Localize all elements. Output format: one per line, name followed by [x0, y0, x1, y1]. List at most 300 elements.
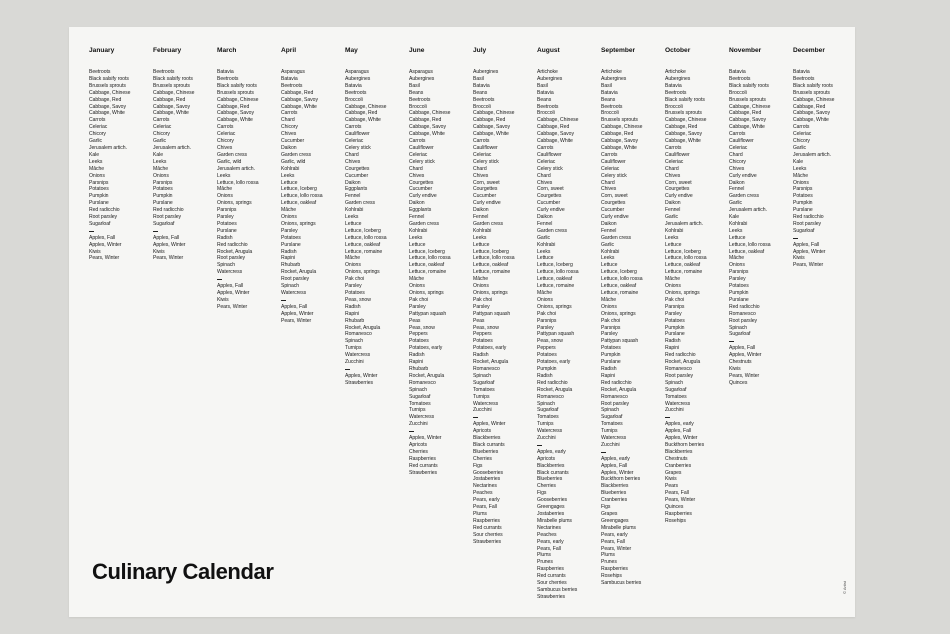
produce-item: Lettuce, lollo rossa	[729, 241, 771, 248]
produce-item: Apples, early	[537, 448, 566, 455]
produce-item: Chicory	[89, 131, 106, 138]
produce-item: Kiwis	[89, 248, 101, 255]
produce-item: Radish	[409, 352, 425, 359]
produce-item: Celeriac	[153, 124, 172, 131]
month-name: July	[473, 47, 487, 54]
produce-item: Garden cress	[537, 227, 567, 234]
produce-item: Cabbage, White	[217, 117, 253, 124]
produce-item: Lettuce, oakleaf	[665, 262, 701, 269]
produce-item: Apples, Winter	[345, 372, 378, 379]
produce-item: Watercress	[281, 290, 307, 296]
produce-item: Cabbage, White	[409, 131, 445, 138]
produce-item: Pears, Winter	[729, 372, 760, 379]
produce-item: Zucchini	[473, 407, 492, 414]
produce-item: Pattypan squash	[601, 338, 639, 345]
produce-item: Apples, Winter	[601, 469, 634, 476]
produce-item: Grapes	[665, 469, 682, 476]
produce-list	[345, 69, 409, 387]
produce-item: Potatoes, early	[473, 345, 507, 352]
produce-item: Daikon	[729, 179, 745, 186]
produce-item: Kiwis	[729, 365, 741, 372]
produce-item: Black salsify roots	[665, 96, 705, 103]
produce-item: Black salsify roots	[729, 82, 769, 89]
produce-item: Beetroots	[345, 89, 367, 96]
produce-item: Lettuce, romaine	[601, 290, 639, 296]
produce-item: Cherries	[409, 448, 428, 455]
produce-item: Spinach	[729, 324, 748, 331]
produce-item: Watercress	[409, 414, 435, 421]
produce-item: Fennel	[345, 193, 361, 200]
produce-item: Lettuce, oakleaf	[473, 262, 509, 269]
produce-item: Potatoes	[89, 186, 109, 193]
produce-item: Rapini	[281, 255, 296, 262]
produce-item: Jerusalem artich.	[217, 165, 255, 172]
produce-item: Turnips	[473, 393, 490, 400]
produce-item: Watercress	[473, 400, 499, 407]
produce-item: Sambucus berries	[601, 580, 642, 587]
produce-item: Potatoes, early	[409, 345, 443, 352]
produce-item: Radish	[665, 338, 681, 345]
produce-item: Mâche	[729, 255, 745, 262]
produce-item: Kohlrabi	[537, 241, 556, 248]
produce-item: Broccoli	[345, 96, 363, 103]
produce-item: Onions, springs	[473, 290, 508, 296]
produce-item: Cabbage, Red	[537, 124, 570, 131]
produce-item: Curly endive	[537, 207, 565, 214]
produce-item: Mirabelle plums	[601, 524, 636, 531]
produce-item: Mâche	[153, 165, 169, 172]
produce-item: Kohlrabi	[601, 248, 620, 255]
produce-item: Radish	[345, 303, 361, 310]
produce-item: Sugarloaf	[537, 407, 559, 414]
produce-item: Kiwis	[217, 296, 229, 303]
produce-item: Daikon	[281, 144, 297, 151]
produce-item: Onions, springs	[409, 290, 444, 296]
produce-item: Rapini	[409, 359, 424, 366]
produce-item: Cabbage, White	[345, 117, 381, 124]
produce-item: Beetroots	[793, 75, 815, 82]
produce-item: Batavia	[217, 69, 234, 75]
produce-item: Onions	[409, 283, 425, 290]
month-name: October	[665, 47, 691, 54]
produce-item: Curly endive	[729, 172, 757, 179]
section-separator	[409, 428, 473, 435]
produce-item: Lettuce, Iceberg	[601, 269, 637, 276]
produce-item: Lettuce, romaine	[665, 269, 703, 276]
produce-item: Brussels sprouts	[217, 89, 254, 96]
produce-item: Daikon	[473, 207, 489, 214]
produce-item: Potatoes	[665, 317, 685, 324]
produce-item: Lettuce, romaine	[473, 269, 511, 276]
produce-item: Turnips	[537, 421, 554, 428]
produce-item: Mâche	[473, 276, 489, 283]
month-name: August	[537, 47, 560, 54]
section-separator	[217, 276, 281, 283]
produce-item: Watercress	[537, 428, 563, 435]
produce-item: Carrots	[473, 138, 490, 145]
produce-item: Fennel	[601, 227, 617, 234]
month-column	[793, 47, 857, 601]
produce-item: Pumpkin	[793, 200, 813, 207]
produce-item: Celeriac	[665, 158, 684, 165]
produce-item: Turnips	[345, 345, 362, 352]
produce-item: Fennel	[473, 214, 489, 221]
produce-item: Apricots	[473, 428, 492, 435]
produce-item: Purslane	[217, 227, 237, 234]
produce-item: Apples, Fall	[89, 234, 116, 241]
produce-item: Black salsify roots	[89, 75, 129, 82]
produce-item: Chicory	[153, 131, 170, 138]
produce-item: Spinach	[409, 386, 428, 393]
produce-item: Pumpkin	[601, 352, 621, 359]
section-separator	[345, 366, 409, 373]
produce-item: Pears	[665, 483, 679, 490]
produce-item: Lettuce	[665, 241, 682, 248]
produce-item: Pumpkin	[89, 193, 109, 200]
produce-item: Cabbage, Savoy	[89, 103, 126, 110]
section-separator	[537, 442, 601, 449]
produce-item: Onions, springs	[601, 310, 636, 317]
produce-item: Spinach	[665, 379, 684, 386]
produce-item: Cabbage, Chinese	[729, 103, 771, 110]
produce-item: Garden cress	[729, 193, 759, 200]
produce-list	[217, 69, 281, 311]
produce-item: Kiwis	[793, 255, 805, 262]
produce-item: Root parsley	[601, 400, 629, 407]
produce-item: Zucchini	[537, 435, 556, 442]
produce-item: Parsnips	[153, 179, 173, 186]
produce-item: Cabbage, Savoy	[665, 131, 702, 138]
produce-item: Carrots	[729, 131, 746, 138]
month-name: December	[793, 47, 825, 54]
produce-item: Leeks	[345, 214, 359, 221]
credit-text: © Artist	[842, 581, 847, 594]
produce-item: Apples, early	[665, 421, 694, 428]
produce-item: Cauliflower	[345, 131, 370, 138]
produce-item: Sugarloaf	[665, 386, 687, 393]
produce-item: Carrots	[665, 144, 682, 151]
produce-item: Red radicchio	[89, 207, 120, 214]
produce-item: Onions, springs	[281, 220, 316, 227]
produce-item: Chestnuts	[665, 455, 688, 462]
produce-item: Spinach	[281, 283, 300, 290]
produce-item: Purslane	[281, 241, 301, 248]
section-separator	[89, 228, 153, 235]
produce-item: Chives	[729, 165, 745, 172]
produce-item: Spinach	[537, 400, 556, 407]
produce-item: Rocket, Arugula	[665, 359, 701, 366]
produce-item: Rosehips	[665, 517, 686, 524]
produce-item: Chard	[345, 151, 359, 158]
produce-item: Cauliflower	[409, 144, 434, 151]
produce-item: Lettuce, romaine	[345, 248, 383, 255]
produce-item: Lettuce, oakleaf	[601, 283, 637, 290]
month-name: June	[409, 47, 425, 54]
produce-item: Rocket, Arugula	[409, 372, 445, 379]
poster-title: Culinary Calendar	[92, 559, 274, 584]
produce-item: Onions, springs	[345, 269, 380, 276]
calendar-poster	[69, 27, 855, 617]
produce-item: Cucumber	[409, 186, 433, 193]
produce-item: Rocket, Arugula	[217, 248, 253, 255]
produce-item: Beetroots	[409, 96, 431, 103]
produce-item: Rhubarb	[281, 262, 301, 269]
produce-item: Jerusalem artich.	[793, 151, 831, 158]
produce-item: Celery stick	[473, 158, 499, 165]
produce-item: Blackberries	[473, 435, 501, 442]
produce-item: Blackberries	[665, 448, 693, 455]
month-column	[217, 47, 281, 601]
produce-item: Cabbage, Savoy	[537, 131, 574, 138]
produce-item: Sugarloaf	[153, 220, 175, 227]
produce-item: Peas	[409, 317, 421, 324]
produce-item: Root parsley	[729, 317, 757, 324]
produce-item: Pears, Winter	[665, 497, 696, 504]
produce-item: Radish	[281, 248, 297, 255]
produce-item: Leeks	[601, 255, 615, 262]
produce-item: Curly endive	[665, 193, 693, 200]
produce-item: Onions	[729, 262, 745, 269]
produce-item: Cabbage, Chinese	[153, 89, 195, 96]
produce-item: Cabbage, Red	[473, 117, 506, 124]
produce-item: Onions	[345, 262, 361, 269]
produce-item: Basil	[473, 75, 484, 82]
section-separator	[793, 235, 857, 242]
produce-item: Carrots	[345, 124, 362, 131]
produce-item: Jostaberries	[473, 476, 501, 483]
produce-item: Lettuce, Iceberg	[345, 227, 381, 234]
produce-item: Carrots	[601, 151, 618, 158]
produce-item: Courgettes	[665, 186, 690, 193]
month-name: March	[217, 47, 237, 54]
produce-item: Beetroots	[601, 103, 623, 110]
produce-item: Garlic	[153, 138, 167, 145]
produce-item: Cabbage, White	[281, 103, 317, 110]
produce-item: Kale	[89, 151, 99, 158]
produce-item: Cabbage, Red	[153, 96, 186, 103]
produce-item: Chives	[473, 172, 489, 179]
produce-item: Cabbage, White	[665, 138, 701, 145]
produce-item: Curly endive	[409, 193, 437, 200]
produce-item: Chives	[665, 172, 681, 179]
produce-item: Aubergines	[537, 75, 563, 82]
produce-item: Beetroots	[89, 69, 111, 75]
produce-item: Garden cress	[601, 234, 631, 241]
produce-item: Kale	[793, 158, 803, 165]
month-name: January	[89, 47, 115, 54]
produce-item: Pattypan squash	[473, 310, 511, 317]
produce-item: Asparagus	[345, 69, 369, 75]
month-name: November	[729, 47, 762, 54]
produce-item: Garlic	[729, 200, 743, 207]
produce-item: Cabbage, Red	[409, 117, 442, 124]
month-name: April	[281, 47, 297, 54]
produce-item: Potatoes	[601, 345, 621, 352]
produce-item: Raspberries	[537, 566, 564, 573]
produce-item: Leeks	[281, 172, 295, 179]
produce-item: Onions	[601, 303, 617, 310]
produce-item: Rocket, Arugula	[601, 386, 637, 393]
produce-item: Batavia	[729, 69, 746, 75]
produce-item: Parsley	[217, 214, 234, 221]
produce-item: Mâche	[537, 290, 553, 296]
produce-item: Onions, springs	[537, 303, 572, 310]
produce-item: Lettuce, Iceberg	[473, 248, 509, 255]
produce-item: Aubergines	[473, 69, 499, 75]
produce-item: Garlic	[665, 214, 679, 221]
produce-item: Peas, snow	[345, 296, 371, 303]
produce-item: Spinach	[601, 407, 620, 414]
produce-item: Brussels sprouts	[153, 82, 190, 89]
month-column	[537, 47, 601, 601]
produce-item: Pak choi	[409, 296, 429, 303]
produce-item: Parsley	[473, 303, 490, 310]
produce-item: Red currants	[537, 573, 566, 580]
produce-item: Brussels sprouts	[601, 117, 638, 124]
produce-item: Onions	[153, 172, 169, 179]
produce-item: Red radicchio	[665, 352, 696, 359]
produce-item: Purslane	[153, 200, 173, 207]
produce-item: Radish	[537, 372, 553, 379]
produce-item: Batavia	[601, 89, 618, 96]
produce-item: Root parsley	[217, 255, 245, 262]
produce-item: Black salsify roots	[153, 75, 193, 82]
produce-item: Leeks	[153, 158, 167, 165]
produce-item: Buckthorn berries	[601, 476, 641, 483]
produce-item: Batavia	[665, 82, 682, 89]
produce-item: Radish	[473, 352, 489, 359]
month-column	[409, 47, 473, 601]
produce-item: Pears, Winter	[281, 317, 312, 324]
produce-item: Courgettes	[409, 179, 434, 186]
produce-item: Peppers	[409, 331, 428, 338]
produce-item: Eggplants	[345, 186, 368, 193]
produce-item: Cabbage, Savoy	[473, 124, 510, 131]
produce-item: Red currants	[473, 524, 502, 531]
produce-item: Cauliflower	[665, 151, 690, 158]
produce-item: Watercress	[601, 435, 627, 442]
produce-item: Parsnips	[793, 186, 813, 193]
produce-item: Leeks	[409, 234, 423, 241]
produce-item: Cabbage, Savoy	[601, 138, 638, 145]
produce-item: Romanesco	[345, 331, 372, 338]
produce-item: Chard	[473, 165, 487, 172]
produce-item: Chard	[729, 151, 743, 158]
produce-item: Rocket, Arugula	[473, 359, 509, 366]
produce-item: Potatoes	[153, 186, 173, 193]
produce-item: Peas, snow	[473, 324, 499, 331]
produce-item: Corn, sweet	[601, 193, 628, 200]
produce-item: Parsnips	[89, 179, 109, 186]
produce-item: Batavia	[793, 69, 810, 75]
produce-item: Pears, Winter	[601, 545, 632, 552]
produce-item: Lettuce, lollo rossa	[217, 179, 259, 186]
produce-item: Pumpkin	[153, 193, 173, 200]
produce-item: Curly endive	[473, 200, 501, 207]
produce-item: Sugarloaf	[89, 220, 111, 227]
produce-item: Apples, Fall	[217, 283, 244, 290]
produce-item: Jerusalem artich.	[89, 144, 127, 151]
produce-item: Pears, Fall	[601, 538, 625, 545]
produce-item: Carrots	[409, 138, 426, 145]
produce-item: Pears, Winter	[89, 255, 120, 262]
produce-item: Carrots	[281, 110, 298, 117]
produce-item: Cabbage, Chinese	[537, 117, 579, 124]
produce-list	[601, 69, 665, 587]
produce-item: Beans	[409, 89, 424, 96]
produce-item: Cabbage, White	[793, 117, 829, 124]
produce-item: Potatoes, early	[537, 359, 571, 366]
produce-item: Cranberries	[601, 497, 628, 504]
produce-item: Prunes	[601, 559, 617, 566]
produce-item: Onions	[217, 193, 233, 200]
produce-item: Strawberries	[409, 469, 437, 476]
produce-item: Zucchini	[665, 407, 684, 414]
produce-item: Apricots	[537, 455, 556, 462]
produce-item: Brussels sprouts	[89, 82, 126, 89]
produce-item: Kale	[153, 151, 163, 158]
produce-item: Spinach	[473, 372, 492, 379]
produce-item: Pears, early	[601, 531, 628, 538]
produce-item: Cabbage, Red	[281, 89, 314, 96]
produce-item: Potatoes	[793, 193, 813, 200]
produce-item: Kiwis	[665, 476, 677, 483]
produce-item: Strawberries	[473, 538, 501, 545]
produce-item: Cabbage, Chinese	[473, 110, 515, 117]
produce-item: Artichoke	[601, 69, 622, 75]
produce-item: Onions	[793, 179, 809, 186]
produce-item: Peas	[473, 317, 485, 324]
produce-item: Fennel	[665, 207, 681, 214]
produce-item: Pears, early	[537, 538, 564, 545]
produce-item: Chard	[665, 165, 679, 172]
month-column	[665, 47, 729, 601]
produce-item: Brussels sprouts	[729, 96, 766, 103]
produce-item: Chicory	[281, 124, 298, 131]
produce-item: Parsnips	[601, 324, 621, 331]
produce-item: Garden cress	[473, 220, 503, 227]
produce-item: Lettuce, lollo rossa	[601, 276, 643, 283]
produce-item: Mâche	[217, 186, 233, 193]
produce-item: Sugarloaf	[473, 379, 495, 386]
produce-item: Jerusalem artich.	[729, 207, 767, 214]
produce-item: Lettuce, Iceberg	[409, 248, 445, 255]
produce-item: Onions	[473, 283, 489, 290]
produce-item: Peas, snow	[409, 324, 435, 331]
produce-item: Cabbage, Chinese	[409, 110, 451, 117]
produce-item: Cauliflower	[473, 144, 498, 151]
produce-item: Parsley	[729, 276, 746, 283]
produce-item: Parsley	[601, 331, 618, 338]
produce-item: Celeriac	[473, 151, 492, 158]
produce-item: Daikon	[537, 214, 553, 221]
produce-item: Lettuce, oakleaf	[345, 241, 381, 248]
produce-item: Mâche	[281, 207, 297, 214]
produce-item: Cabbage, Savoy	[793, 110, 830, 117]
produce-item: Cucumber	[537, 200, 561, 207]
produce-item: Red radicchio	[729, 303, 760, 310]
produce-item: Pumpkin	[729, 290, 749, 296]
produce-item: Rhubarb	[409, 365, 429, 372]
produce-item: Sugarloaf	[793, 227, 815, 234]
produce-item: Broccoli	[601, 110, 619, 117]
produce-item: Carrots	[217, 124, 234, 131]
produce-item: Potatoes	[729, 283, 749, 290]
produce-item: Corn, sweet	[473, 179, 500, 186]
produce-item: Artichoke	[665, 69, 686, 75]
produce-item: Beans	[473, 89, 488, 96]
produce-item: Cranberries	[665, 462, 692, 469]
